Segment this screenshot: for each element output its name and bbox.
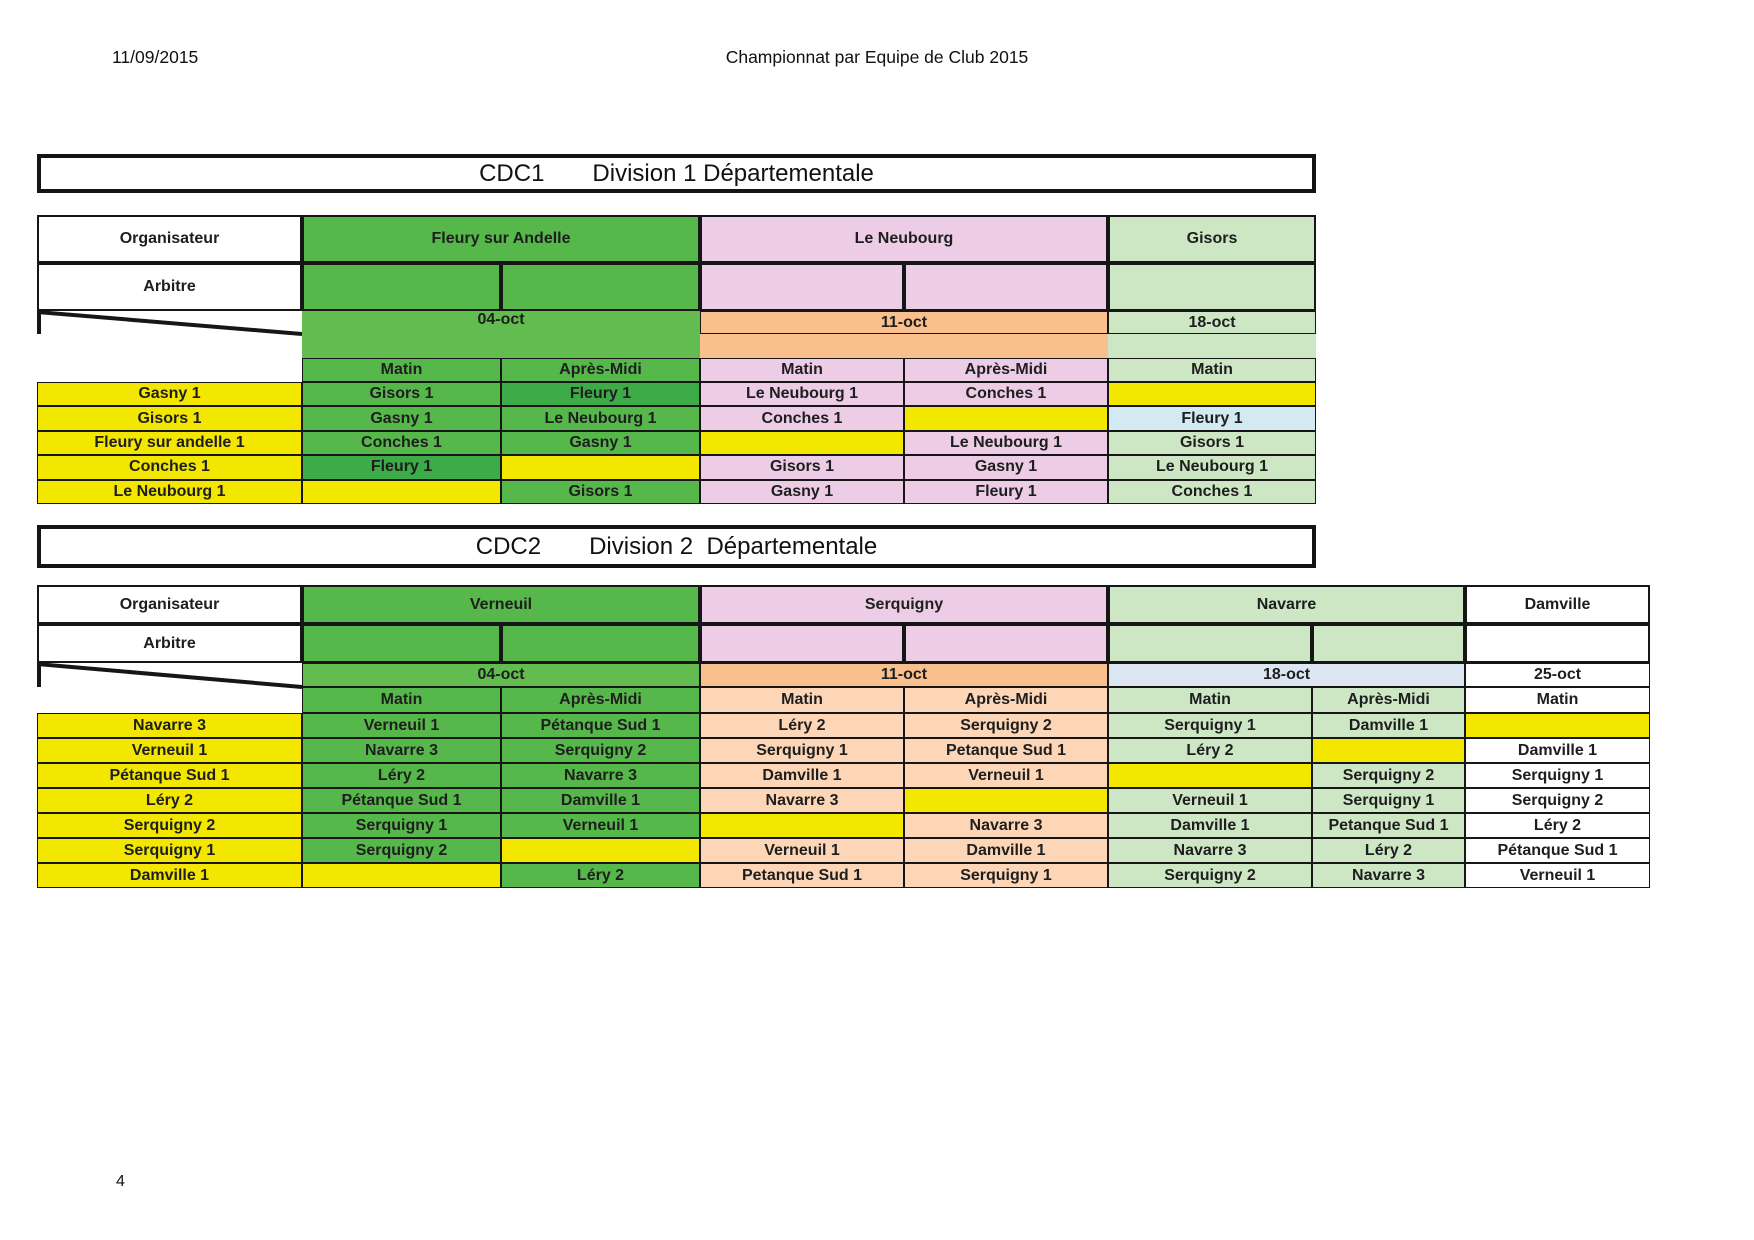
match-cell-text: Gasny 1 [370, 409, 433, 427]
venue-date [1108, 311, 1316, 334]
match-cell-text: Verneuil 1 [968, 766, 1044, 784]
session-header [904, 358, 1108, 382]
team-label-text: Navarre 3 [133, 716, 206, 734]
match-cell-text: Gasny 1 [770, 482, 834, 500]
venue-organisateur-text: Gisors [1186, 230, 1238, 247]
match-cell-text: Petanque Sud 1 [741, 866, 863, 884]
match-cell-text: Damville 1 [762, 766, 842, 784]
match-cell [1108, 455, 1316, 479]
team-label-text: Fleury sur andelle 1 [94, 433, 245, 451]
match-cell-text: Damville 1 [1348, 716, 1429, 734]
team-label [37, 863, 302, 888]
match-cell [501, 863, 700, 888]
match-cell-text: Navarre 3 [365, 741, 438, 759]
team-label [37, 838, 302, 863]
arbitre-cell [904, 624, 1108, 663]
match-cell-text: Navarre 3 [969, 816, 1043, 834]
match-cell [501, 763, 700, 788]
session-header [1108, 687, 1312, 713]
match-cell [1312, 763, 1465, 788]
match-cell-text: Serquigny 1 [355, 816, 448, 834]
match-cell [1312, 713, 1465, 738]
match-cell [700, 838, 904, 863]
match-cell [904, 863, 1108, 888]
match-cell-text: Léry 2 [576, 866, 625, 884]
match-cell-text: Gisors 1 [369, 385, 434, 403]
match-cell [904, 455, 1108, 479]
match-cell [302, 713, 501, 738]
match-cell-text: Gisors 1 [1179, 433, 1245, 451]
team-label [37, 480, 302, 504]
session-header [501, 687, 700, 713]
arbitre-label [37, 263, 302, 311]
match-cell [1108, 480, 1316, 504]
match-cell [1108, 788, 1312, 813]
session-header [501, 358, 700, 382]
venue-date [700, 311, 1108, 334]
arbitre-cell [1312, 624, 1465, 663]
venue-organisateur [1465, 585, 1650, 624]
match-cell-text: Léry 2 [1533, 816, 1582, 834]
arbitre-cell [501, 624, 700, 663]
session-header-text: Matin [380, 691, 423, 708]
venue-date [1108, 663, 1465, 687]
match-cell [700, 455, 904, 479]
match-cell-text: Damville 1 [1517, 741, 1598, 759]
match-cell [1312, 838, 1465, 863]
venue-organisateur-text: Navarre [1256, 595, 1317, 613]
match-cell-text: Verneuil 1 [764, 841, 840, 859]
organisateur-label [37, 585, 302, 624]
match-cell [904, 763, 1108, 788]
match-cell [700, 863, 904, 888]
match-cell [700, 788, 904, 813]
match-cell-text: Pétanque Sud 1 [540, 716, 661, 734]
team-label-text: Conches 1 [129, 458, 210, 476]
team-label [37, 382, 302, 406]
match-cell [501, 480, 700, 504]
session-header [1465, 687, 1650, 713]
venue-organisateur-text: Le Neubourg [854, 230, 954, 247]
team-label [37, 431, 302, 455]
match-cell [501, 406, 700, 430]
document-title-text: Championnat par Equipe de Club 2015 [725, 47, 1029, 67]
team-label-text: Le Neubourg 1 [113, 482, 226, 500]
team-label-text: Serquigny 1 [123, 841, 216, 859]
division-title-box [37, 525, 1316, 568]
venue-date-spacer [1108, 334, 1316, 358]
match-cell [700, 480, 904, 504]
match-cell-text: Fleury 1 [1181, 409, 1243, 427]
match-cell-text: Conches 1 [965, 385, 1047, 403]
match-cell-text: Conches 1 [1171, 482, 1253, 500]
session-header-text: Matin [1536, 691, 1579, 708]
arbitre-cell [700, 624, 904, 663]
session-header-text: Après-Midi [559, 691, 642, 708]
match-cell-text: Serquigny 1 [756, 741, 848, 759]
venue-date [302, 311, 700, 358]
match-cell-text: Léry 2 [778, 716, 826, 734]
team-label-text: Gasny 1 [138, 385, 201, 403]
match-cell [501, 713, 700, 738]
session-header-text: Après-Midi [1347, 691, 1430, 708]
venue-date-text: 11-oct [880, 313, 928, 331]
match-cell [501, 455, 700, 479]
venue-date-text: 11-oct [880, 666, 928, 683]
match-cell [904, 382, 1108, 406]
venue-organisateur [302, 215, 700, 263]
venue-organisateur-text: Serquigny [864, 595, 944, 613]
document-title [0, 47, 1754, 68]
match-cell [302, 455, 501, 479]
match-cell [904, 713, 1108, 738]
match-cell-text: Serquigny 1 [960, 866, 1052, 884]
venue-date-text: 18-oct [1262, 666, 1311, 683]
match-cell-text: Serquigny 2 [1164, 866, 1256, 884]
match-cell-text: Conches 1 [361, 433, 442, 451]
match-cell-text: Navarre 3 [564, 766, 637, 784]
match-cell [302, 788, 501, 813]
session-header-text: Après-Midi [964, 361, 1048, 378]
arbitre-cell [1465, 624, 1650, 663]
match-cell [1465, 813, 1650, 838]
match-cell [1312, 738, 1465, 763]
session-header-text: Matin [380, 361, 423, 378]
match-cell-text: Navarre 3 [765, 791, 839, 809]
match-cell [1108, 863, 1312, 888]
match-cell-text: Petanque Sud 1 [945, 741, 1067, 759]
session-header [1312, 687, 1465, 713]
match-cell [904, 480, 1108, 504]
match-cell-text: Léry 2 [1186, 741, 1234, 759]
match-cell [1108, 713, 1312, 738]
arbitre-cell [501, 263, 700, 311]
division-code: CDC1 [479, 159, 545, 187]
match-cell-text: Léry 2 [1364, 841, 1413, 859]
match-cell [302, 838, 501, 863]
team-label-text: Damville 1 [129, 866, 210, 884]
match-cell-text: Damville 1 [560, 791, 641, 809]
division-name: Division 1 Départementale [592, 159, 874, 187]
venue-date-spacer [700, 334, 1108, 358]
match-cell [1108, 763, 1312, 788]
session-header-text: Après-Midi [559, 361, 642, 378]
match-cell-text: Le Neubourg 1 [544, 409, 657, 427]
team-label-text: Pétanque Sud 1 [109, 766, 230, 784]
match-cell [904, 788, 1108, 813]
match-cell-text: Damville 1 [1170, 816, 1250, 834]
match-cell [501, 838, 700, 863]
match-cell-text: Verneuil 1 [363, 716, 440, 734]
match-cell-text: Serquigny 2 [554, 741, 647, 759]
organisateur-label [37, 215, 302, 263]
match-cell-text: Gisors 1 [568, 482, 633, 500]
match-cell-text: Gisors 1 [769, 458, 835, 476]
match-cell [501, 431, 700, 455]
match-cell [700, 738, 904, 763]
match-cell-text: Fleury 1 [975, 482, 1037, 500]
match-cell-text: Damville 1 [966, 841, 1046, 859]
session-header-text: Après-Midi [964, 691, 1048, 708]
venue-organisateur-text: Damville [1524, 595, 1591, 613]
match-cell [1465, 788, 1650, 813]
venue-date-text: 04-oct [477, 311, 525, 328]
match-cell [501, 738, 700, 763]
match-cell [501, 382, 700, 406]
match-cell [1465, 713, 1650, 738]
session-header-text: Matin [1189, 691, 1231, 708]
arbitre-label-text: Arbitre [143, 278, 196, 295]
team-label [37, 813, 302, 838]
match-cell [700, 382, 904, 406]
venue-date-text: 25-oct [1533, 666, 1582, 683]
venue-organisateur [1108, 215, 1316, 263]
match-cell [1108, 382, 1316, 406]
match-cell [302, 382, 501, 406]
venue-date [302, 663, 700, 687]
division-title-box [37, 154, 1316, 193]
match-cell-text: Gasny 1 [569, 433, 632, 451]
arbitre-cell [1108, 624, 1312, 663]
match-cell [302, 480, 501, 504]
match-cell [1465, 738, 1650, 763]
diagonal-slash [37, 311, 302, 336]
session-header [700, 358, 904, 382]
team-label [37, 763, 302, 788]
venue-organisateur-text: Fleury sur Andelle [431, 230, 571, 247]
match-cell [904, 406, 1108, 430]
match-cell-text: Pétanque Sud 1 [1497, 841, 1618, 859]
match-cell [302, 863, 501, 888]
division-code: CDC2 [475, 532, 542, 560]
venue-organisateur [1108, 585, 1465, 624]
team-label-text: Gisors 1 [137, 409, 202, 427]
match-cell-text: Serquigny 2 [1511, 791, 1604, 809]
print-date: 11/09/2015 [112, 47, 199, 67]
match-cell-text: Fleury 1 [569, 385, 632, 403]
team-label [37, 406, 302, 430]
match-cell-text: Petanque Sud 1 [1328, 816, 1449, 834]
team-label [37, 713, 302, 738]
team-label [37, 738, 302, 763]
venue-date [700, 663, 1108, 687]
organisateur-label-text: Organisateur [119, 595, 220, 613]
match-cell [1312, 863, 1465, 888]
division-name: Division 2 Départementale [589, 532, 878, 560]
match-cell [904, 431, 1108, 455]
match-cell-text: Serquigny 2 [355, 841, 448, 859]
match-cell-text: Le Neubourg 1 [949, 433, 1062, 451]
match-cell-text: Gasny 1 [974, 458, 1038, 476]
arbitre-cell [904, 263, 1108, 311]
venue-date [1465, 663, 1650, 687]
page-number: 4 [116, 1173, 125, 1190]
match-cell-text: Verneuil 1 [1519, 866, 1596, 884]
match-cell [501, 813, 700, 838]
session-header [904, 687, 1108, 713]
match-cell-text: Serquigny 2 [960, 716, 1052, 734]
session-header [302, 687, 501, 713]
session-header-text: Matin [781, 691, 823, 708]
match-cell [1108, 813, 1312, 838]
session-header [700, 687, 904, 713]
match-cell [700, 763, 904, 788]
match-cell-text: Serquigny 1 [1164, 716, 1256, 734]
match-cell [501, 788, 700, 813]
venue-organisateur [302, 585, 700, 624]
match-cell [904, 838, 1108, 863]
match-cell-text: Navarre 3 [1173, 841, 1247, 859]
session-header [1108, 358, 1316, 382]
arbitre-cell [700, 263, 904, 311]
match-cell [1108, 406, 1316, 430]
match-cell-text: Verneuil 1 [562, 816, 639, 834]
match-cell [700, 406, 904, 430]
organisateur-label-text: Organisateur [119, 230, 220, 247]
arbitre-cell [302, 263, 501, 311]
team-label-text: Léry 2 [145, 791, 194, 809]
match-cell [1108, 838, 1312, 863]
match-cell [1108, 738, 1312, 763]
session-header-text: Matin [781, 361, 823, 378]
match-cell [904, 738, 1108, 763]
match-cell [1312, 813, 1465, 838]
match-cell-text: Serquigny 1 [1511, 766, 1604, 784]
match-cell [700, 431, 904, 455]
venue-organisateur [700, 215, 1108, 263]
match-cell [904, 813, 1108, 838]
match-cell-text: Léry 2 [377, 766, 426, 784]
venue-organisateur-text: Verneuil [469, 595, 533, 613]
session-header-text: Matin [1191, 361, 1233, 378]
team-label [37, 455, 302, 479]
match-cell [302, 738, 501, 763]
team-label-text: Serquigny 2 [123, 816, 216, 834]
arbitre-label-text: Arbitre [143, 634, 196, 652]
match-cell-text: Verneuil 1 [1172, 791, 1248, 809]
match-cell-text: Pétanque Sud 1 [341, 791, 462, 809]
match-cell [1465, 838, 1650, 863]
arbitre-cell [302, 624, 501, 663]
match-cell [700, 813, 904, 838]
match-cell-text: Navarre 3 [1352, 866, 1425, 884]
match-cell-text: Conches 1 [761, 409, 843, 427]
venue-organisateur [700, 585, 1108, 624]
session-header [302, 358, 501, 382]
venue-date-text: 18-oct [1188, 313, 1236, 331]
match-cell [302, 431, 501, 455]
match-cell [1312, 788, 1465, 813]
arbitre-label [37, 624, 302, 663]
diagonal-slash [37, 663, 302, 689]
arbitre-cell [1108, 263, 1316, 311]
match-cell [302, 406, 501, 430]
team-label-text: Verneuil 1 [131, 741, 208, 759]
match-cell [302, 763, 501, 788]
match-cell-text: Fleury 1 [370, 458, 433, 476]
match-cell [1108, 431, 1316, 455]
match-cell [1465, 763, 1650, 788]
match-cell-text: Serquigny 1 [1342, 791, 1435, 809]
match-cell [1465, 863, 1650, 888]
team-label [37, 788, 302, 813]
match-cell-text: Le Neubourg 1 [745, 385, 858, 403]
match-cell [700, 713, 904, 738]
match-cell-text: Le Neubourg 1 [1155, 458, 1268, 476]
match-cell [302, 813, 501, 838]
match-cell-text: Serquigny 2 [1342, 766, 1435, 784]
venue-date-text: 04-oct [477, 666, 525, 683]
